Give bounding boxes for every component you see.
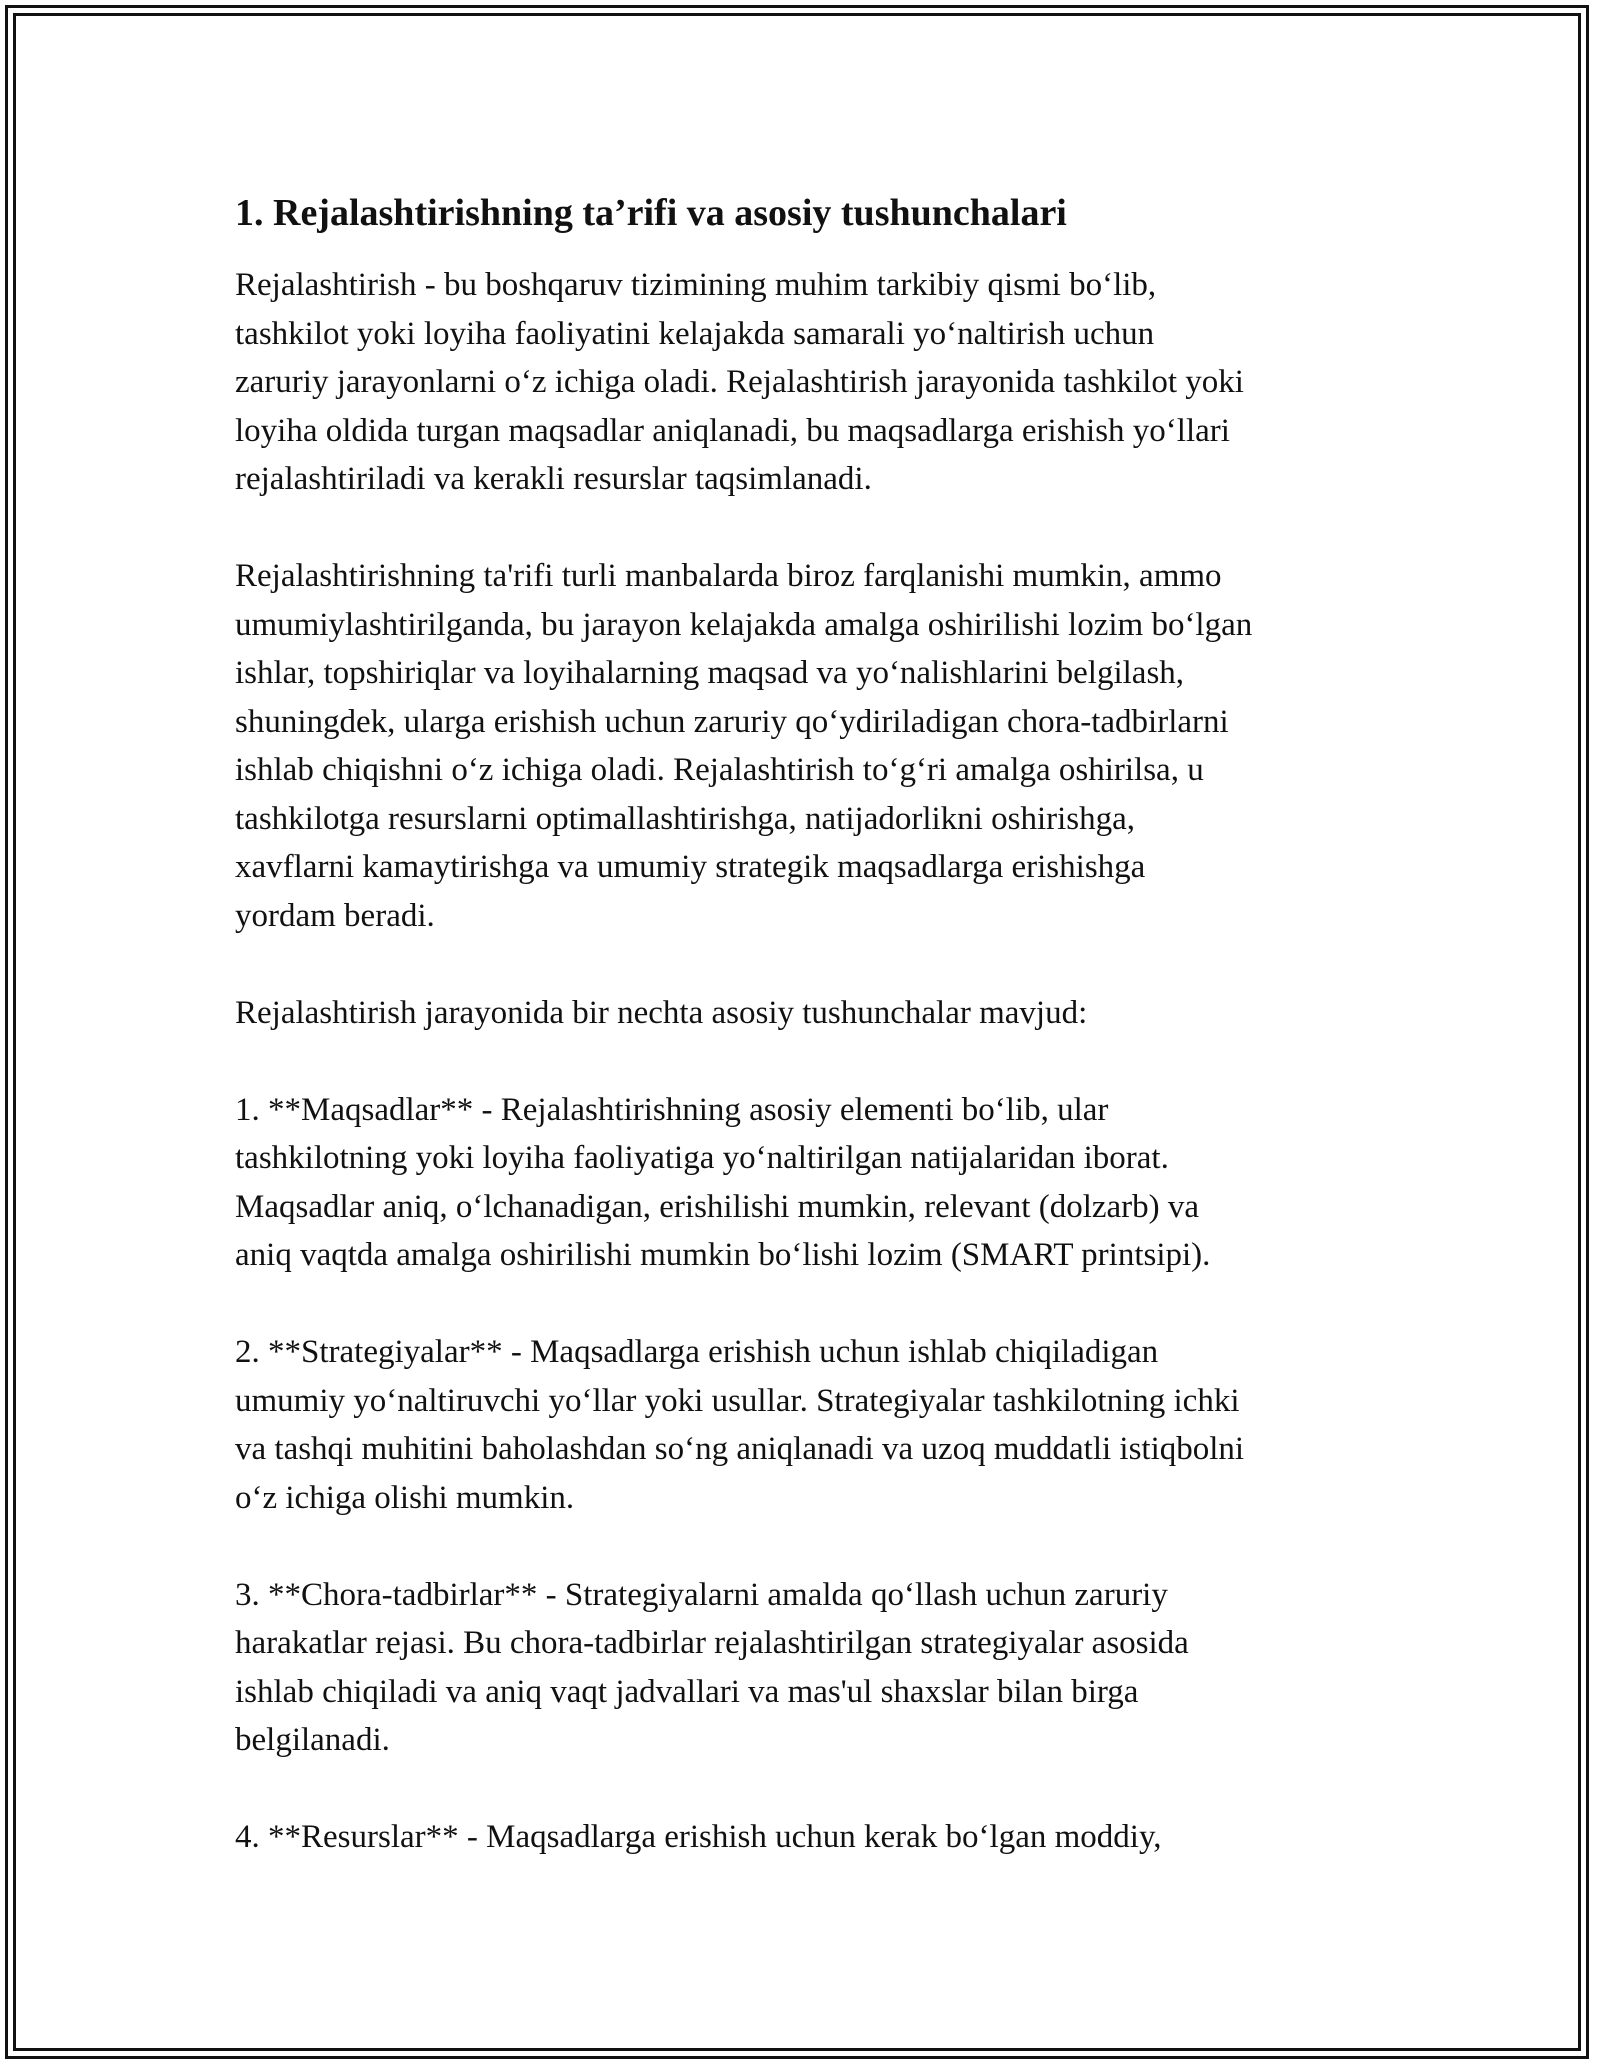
text-line: umumiy yo‘naltiruvchi yo‘llar yoki usullar. Strategiyalar tashkilotning ichki	[235, 1382, 1240, 1419]
list-item-strategies	[235, 1328, 1375, 1522]
text-line: belgilanadi.	[235, 1722, 390, 1758]
text-line: o‘z ichiga olishi mumkin.	[235, 1479, 575, 1516]
text-line: zaruriy jarayonlarni o‘z ichiga oladi. Rejalashtirish jarayonida tashkilot yoki	[235, 364, 1244, 400]
text-line: tashkilotga resurslarni optimallashtirishga, natijadorlikni oshirishga,	[235, 800, 1136, 837]
text-line: va tashqi muhitini baholashdan so‘ng aniqlanadi va uzoq muddatli istiqbolni	[235, 1431, 1245, 1467]
text-line: ishlar, topshiriqlar va loyihalarning maqsad va yo‘nalishlarini belgilash,	[235, 655, 1185, 691]
text-line: 3. **Chora-tadbirlar** - Strategiyalarni amalda qo‘llash uchun zaruriy	[235, 1576, 1168, 1613]
text-line: aniq vaqtda amalga oshirilishi mumkin bo‘lishi lozim (SMART printsipi).	[235, 1237, 1211, 1273]
text-line: loyiha oldida turgan maqsadlar aniqlanadi, bu maqsadlarga erishish yo‘llari	[235, 412, 1230, 449]
text-line: 2. **Strategiyalar** - Maqsadlarga erishish uchun ishlab chiqiladigan	[235, 1334, 1159, 1370]
text-line: yordam beradi.	[235, 897, 435, 934]
text-line: ishlab chiqishni o‘z ichiga oladi. Rejalashtirish to‘g‘ri amalga oshirilsa, u	[235, 752, 1204, 788]
paragraph-intro	[235, 261, 1375, 504]
text-line: rejalashtiriladi va kerakli resurslar taqsimlanadi.	[235, 461, 872, 497]
text-line: 4. **Resurslar** - Maqsadlarga erishish uchun kerak bo‘lgan moddiy,	[235, 1819, 1162, 1855]
list-item-measures	[235, 1571, 1375, 1765]
text-line: umumiylashtirilganda, bu jarayon kelajakda amalga oshirilishi lozim bo‘lgan	[235, 606, 1253, 643]
text-line: xavflarni kamaytirishga va umumiy strategik maqsadlarga erishishga	[235, 849, 1146, 885]
text-line: tashkilotning yoki loyiha faoliyatiga yo‘naltirilgan natijalaridan iborat.	[235, 1140, 1169, 1176]
text-line: Rejalashtirishning ta'rifi turli manbalarda biroz farqlanishi mumkin, ammo	[235, 558, 1222, 594]
text-line: Maqsadlar aniq, o‘lchanadigan, erishilishi mumkin, relevant (dolzarb) va	[235, 1188, 1200, 1225]
text-line: 1. **Maqsadlar** - Rejalashtirishning asosiy elementi bo‘lib, ular	[235, 1091, 1109, 1128]
text-line: shuningdek, ularga erishish uchun zaruriy qo‘ydiriladigan chora-tadbirlarni	[235, 703, 1229, 740]
list-item-goals	[235, 1086, 1375, 1280]
list-item-resources	[235, 1813, 1375, 1862]
text-line: ishlab chiqiladi va aniq vaqt jadvallari va mas'ul shaxslar bilan birga	[235, 1673, 1139, 1710]
text-line: Rejalashtirish - bu boshqaruv tizimining muhim tarkibiy qismi bo‘lib,	[235, 267, 1157, 303]
paragraph-concepts-intro	[235, 989, 1375, 1038]
document-body	[235, 185, 1375, 1910]
paragraph-definition	[235, 552, 1375, 940]
section-heading: 1. Rejalashtirishning ta’rifi va asosiy tushunchalari	[235, 192, 1067, 234]
text-line: tashkilot yoki loyiha faoliyatini kelajakda samarali yo‘naltirish uchun	[235, 315, 1155, 352]
text-line: harakatlar rejasi. Bu chora-tadbirlar rejalashtirilgan strategiyalar asosida	[235, 1625, 1189, 1661]
text-line: Rejalashtirish jarayonida bir nechta asosiy tushunchalar mavjud:	[235, 994, 1088, 1031]
